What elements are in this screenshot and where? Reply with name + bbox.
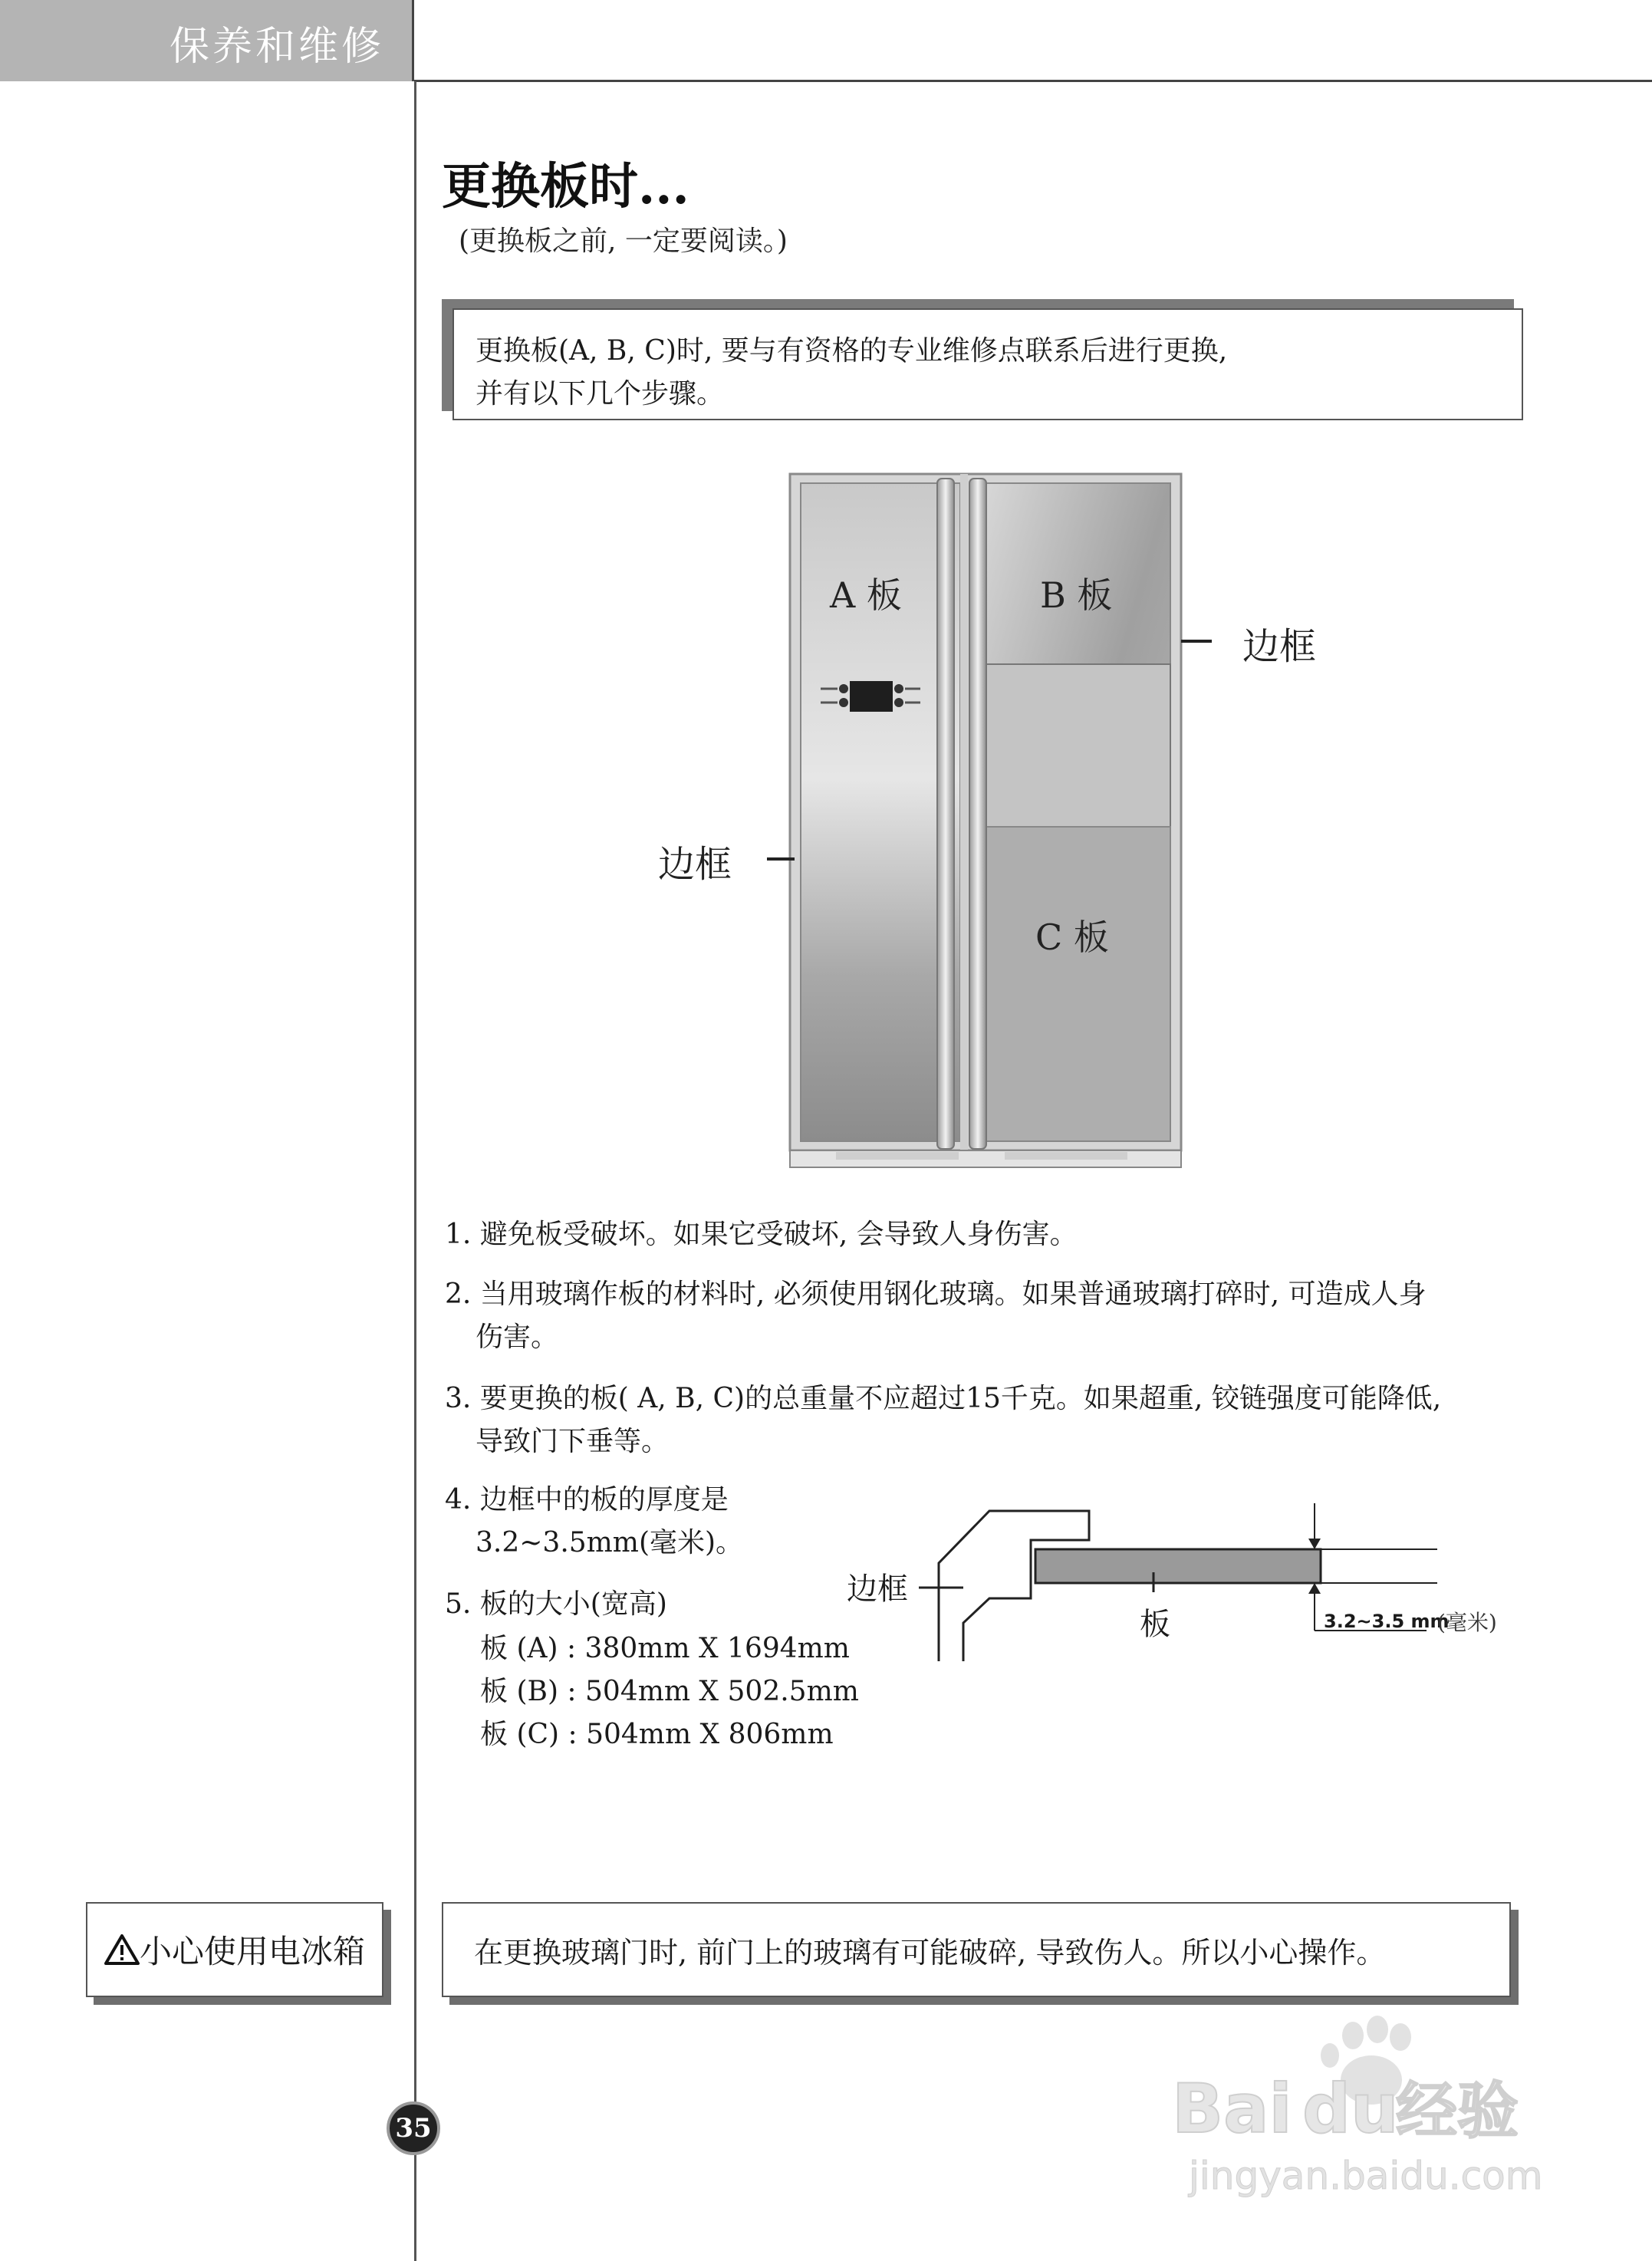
size-b: 板 (B) : 504mm X 502.5mm <box>480 1676 859 1707</box>
thickness-frame-label: 边框 <box>847 1572 908 1607</box>
info-line-1: 更换板(A, B, C)时, 要与有资格的专业维修点联系后进行更换, <box>476 335 1228 367</box>
warning-text: 在更换玻璃门时, 前门上的玻璃有可能破碎, 导致伤人。所以小心操作。 <box>474 1935 1386 1970</box>
info-box <box>452 308 1523 420</box>
list-item-2: 2. 当用玻璃作板的材料时, 必须使用钢化玻璃。如果普通玻璃打碎时, 可造成人身 伤害。 <box>445 1279 1427 1353</box>
frame-label-right: 边框 <box>1242 625 1317 668</box>
frame-label-left: 边框 <box>658 843 732 886</box>
caution-box <box>86 1902 383 1997</box>
left-handle <box>937 479 954 1149</box>
section-header-tab <box>0 0 414 81</box>
size-a: 板 (A) : 380mm X 1694mm <box>480 1633 850 1664</box>
warning-box <box>442 1902 1511 1997</box>
size-c: 板 (C) : 504mm X 806mm <box>480 1719 834 1750</box>
page-number: 35 <box>387 2101 440 2155</box>
margin-rule <box>414 81 416 2261</box>
warning-triangle-icon <box>104 1934 140 1966</box>
thickness-unit-note: (毫米) <box>1437 1610 1497 1635</box>
door-gap <box>960 474 968 1150</box>
svg-text:Bai: Bai <box>1172 2069 1292 2148</box>
panel-cross-section <box>1035 1549 1321 1583</box>
info-line-2: 并有以下几个步骤。 <box>476 378 725 410</box>
frame-profile <box>939 1511 1089 1661</box>
thickness-dimension: 3.2~3.5 mm <box>1324 1611 1450 1632</box>
thickness-panel-label: 板 <box>1140 1607 1170 1642</box>
thickness-diagram <box>836 1473 1526 1672</box>
header-rule <box>414 80 1652 82</box>
page-title: 更换板时... <box>442 158 689 216</box>
baidu-watermark-logo <box>1166 2009 1565 2209</box>
list-item-4: 4. 边框中的板的厚度是 3.2~3.5mm(毫米)。 <box>445 1484 744 1558</box>
list-item-1: 1. 避免板受破坏。如果它受破坏, 会导致人身伤害。 <box>445 1219 1078 1250</box>
panel-a-label: A 板 <box>830 574 902 616</box>
svg-text:du: du <box>1302 2069 1399 2148</box>
page-subtitle: (更换板之前, 一定要阅读。) <box>459 225 788 257</box>
caution-label: 小心使用电冰箱 <box>139 1933 365 1970</box>
svg-text:经验: 经验 <box>1396 2075 1519 2147</box>
control-display <box>850 681 893 712</box>
list-item-5: 5. 板的大小(宽高) <box>445 1588 667 1620</box>
list-item-3: 3. 要更换的板( A, B, C)的总重量不应超过15千克。如果超重, 铰链强度可能降低, 导致门下垂等。 <box>445 1383 1442 1457</box>
panel-b-label: B 板 <box>1040 574 1113 616</box>
panel-c-label: C 板 <box>1035 917 1109 958</box>
section-label: 保养和维修 <box>169 24 384 70</box>
right-handle <box>969 479 986 1149</box>
panel-sizes <box>480 1627 859 1756</box>
panel-b-lower <box>983 664 1170 827</box>
svg-text:jingyan.baidu.com: jingyan.baidu.com <box>1189 2154 1543 2198</box>
panel-c <box>983 827 1170 1141</box>
